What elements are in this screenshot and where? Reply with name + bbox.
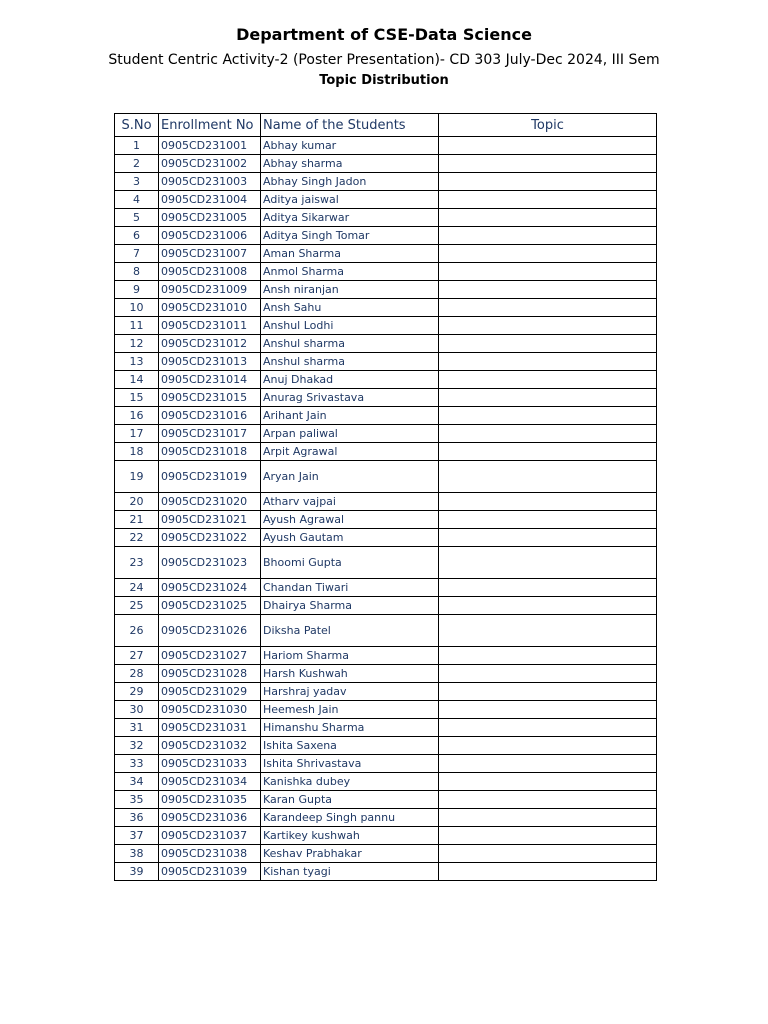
topic-cell [439,493,657,511]
enrollment-cell: 0905CD231030 [159,701,261,719]
topic-cell [439,371,657,389]
sno-cell: 16 [115,407,159,425]
sno-cell: 13 [115,353,159,371]
enrollment-cell: 0905CD231018 [159,443,261,461]
enrollment-cell: 0905CD231014 [159,371,261,389]
sno-cell: 31 [115,719,159,737]
student-name-cell: Anshul sharma [261,353,439,371]
student-name-cell: Aryan Jain [261,461,439,493]
topic-cell [439,173,657,191]
table-row [115,371,657,389]
enrollment-cell: 0905CD231023 [159,547,261,579]
student-name-cell: Ansh niranjan [261,281,439,299]
sno-cell: 4 [115,191,159,209]
topic-cell [439,809,657,827]
sno-cell: 37 [115,827,159,845]
table-row [115,579,657,597]
student-name-cell: Hariom Sharma [261,647,439,665]
table-row [115,791,657,809]
sno-cell: 34 [115,773,159,791]
table-row [115,389,657,407]
sno-cell: 1 [115,137,159,155]
student-name-cell: Ayush Agrawal [261,511,439,529]
table-row [115,827,657,845]
sno-cell: 24 [115,579,159,597]
table-row [115,155,657,173]
topic-cell [439,155,657,173]
enrollment-cell: 0905CD231008 [159,263,261,281]
sno-cell: 15 [115,389,159,407]
student-name-cell: Abhay kumar [261,137,439,155]
table-row [115,425,657,443]
enrollment-cell: 0905CD231005 [159,209,261,227]
student-name-cell: Himanshu Sharma [261,719,439,737]
sno-cell: 19 [115,461,159,493]
student-name-cell: Bhoomi Gupta [261,547,439,579]
enrollment-cell: 0905CD231017 [159,425,261,443]
enrollment-cell: 0905CD231027 [159,647,261,665]
student-name-cell: Anmol Sharma [261,263,439,281]
student-name-cell: Arpan paliwal [261,425,439,443]
table-row [115,665,657,683]
table-body [115,137,657,881]
student-name-cell: Karan Gupta [261,791,439,809]
student-name-cell: Abhay Singh Jadon [261,173,439,191]
table-row [115,809,657,827]
topic-cell [439,647,657,665]
sno-cell: 10 [115,299,159,317]
enrollment-cell: 0905CD231012 [159,335,261,353]
sno-cell: 29 [115,683,159,701]
table-row [115,299,657,317]
enrollment-cell: 0905CD231026 [159,615,261,647]
table-row [115,701,657,719]
enrollment-cell: 0905CD231032 [159,737,261,755]
table-row [115,493,657,511]
enrollment-cell: 0905CD231036 [159,809,261,827]
column-header-topic: Topic [439,114,657,137]
sno-cell: 32 [115,737,159,755]
table-row [115,529,657,547]
student-name-cell: Aditya Singh Tomar [261,227,439,245]
enrollment-cell: 0905CD231035 [159,791,261,809]
sno-cell: 23 [115,547,159,579]
sno-cell: 20 [115,493,159,511]
topic-cell [439,263,657,281]
table-row [115,845,657,863]
table-row [115,719,657,737]
sno-cell: 3 [115,173,159,191]
topic-cell [439,773,657,791]
table-row [115,597,657,615]
topic-cell [439,209,657,227]
table-row [115,773,657,791]
sno-cell: 26 [115,615,159,647]
topic-cell [439,191,657,209]
enrollment-cell: 0905CD231010 [159,299,261,317]
enrollment-cell: 0905CD231039 [159,863,261,881]
sno-cell: 12 [115,335,159,353]
table-row [115,737,657,755]
table-header-row [115,114,657,137]
table-row [115,863,657,881]
enrollment-cell: 0905CD231001 [159,137,261,155]
sno-cell: 11 [115,317,159,335]
table-row [115,137,657,155]
enrollment-cell: 0905CD231033 [159,755,261,773]
student-name-cell: Kanishka dubey [261,773,439,791]
sno-cell: 17 [115,425,159,443]
topic-cell [439,845,657,863]
table-row [115,461,657,493]
student-name-cell: Kishan tyagi [261,863,439,881]
table-row [115,245,657,263]
topic-cell [439,597,657,615]
student-name-cell: Ayush Gautam [261,529,439,547]
topic-cell [439,547,657,579]
sno-cell: 21 [115,511,159,529]
topic-cell [439,281,657,299]
student-name-cell: Karandeep Singh pannu [261,809,439,827]
enrollment-cell: 0905CD231007 [159,245,261,263]
table-row [115,227,657,245]
table-row [115,647,657,665]
enrollment-cell: 0905CD231028 [159,665,261,683]
student-name-cell: Atharv vajpai [261,493,439,511]
sno-cell: 5 [115,209,159,227]
sno-cell: 7 [115,245,159,263]
topic-cell [439,791,657,809]
enrollment-cell: 0905CD231021 [159,511,261,529]
topic-cell [439,737,657,755]
table-row [115,683,657,701]
table-row [115,755,657,773]
enrollment-cell: 0905CD231037 [159,827,261,845]
student-name-cell: Keshav Prabhakar [261,845,439,863]
table-row [115,335,657,353]
enrollment-cell: 0905CD231029 [159,683,261,701]
student-name-cell: Arihant Jain [261,407,439,425]
enrollment-cell: 0905CD231013 [159,353,261,371]
topic-cell [439,719,657,737]
enrollment-cell: 0905CD231016 [159,407,261,425]
sno-cell: 2 [115,155,159,173]
sno-cell: 33 [115,755,159,773]
enrollment-cell: 0905CD231003 [159,173,261,191]
topic-cell [439,827,657,845]
enrollment-cell: 0905CD231015 [159,389,261,407]
sno-cell: 36 [115,809,159,827]
student-name-cell: Harsh Kushwah [261,665,439,683]
enrollment-cell: 0905CD231004 [159,191,261,209]
topic-cell [439,615,657,647]
table-row [115,407,657,425]
table-row [115,263,657,281]
topic-cell [439,511,657,529]
table-row [115,317,657,335]
topic-cell [439,137,657,155]
table-row [115,281,657,299]
table-row [115,173,657,191]
topic-cell [439,443,657,461]
sno-cell: 8 [115,263,159,281]
student-name-cell: Anurag Srivastava [261,389,439,407]
student-name-cell: Ansh Sahu [261,299,439,317]
student-name-cell: Harshraj yadav [261,683,439,701]
enrollment-cell: 0905CD231006 [159,227,261,245]
column-header-name: Name of the Students [261,114,439,137]
student-name-cell: Kartikey kushwah [261,827,439,845]
enrollment-cell: 0905CD231022 [159,529,261,547]
enrollment-cell: 0905CD231024 [159,579,261,597]
student-name-cell: Abhay sharma [261,155,439,173]
sno-cell: 38 [115,845,159,863]
student-name-cell: Anshul Lodhi [261,317,439,335]
topic-cell [439,683,657,701]
table-row [115,443,657,461]
topic-cell [439,407,657,425]
student-name-cell: Anshul sharma [261,335,439,353]
sno-cell: 30 [115,701,159,719]
page-title: Department of CSE-Data Science [236,25,532,44]
topic-cell [439,317,657,335]
table-row [115,191,657,209]
sno-cell: 39 [115,863,159,881]
enrollment-cell: 0905CD231031 [159,719,261,737]
student-name-cell: Arpit Agrawal [261,443,439,461]
student-name-cell: Heemesh Jain [261,701,439,719]
sno-cell: 9 [115,281,159,299]
topic-cell [439,353,657,371]
enrollment-cell: 0905CD231019 [159,461,261,493]
student-topic-table [114,113,657,881]
student-name-cell: Aditya jaiswal [261,191,439,209]
topic-cell [439,701,657,719]
sno-cell: 18 [115,443,159,461]
enrollment-cell: 0905CD231002 [159,155,261,173]
table-row [115,353,657,371]
topic-cell [439,299,657,317]
enrollment-cell: 0905CD231025 [159,597,261,615]
column-header-sno: S.No [115,114,159,137]
table-row [115,547,657,579]
topic-cell [439,227,657,245]
student-name-cell: Ishita Saxena [261,737,439,755]
enrollment-cell: 0905CD231011 [159,317,261,335]
student-name-cell: Aditya Sikarwar [261,209,439,227]
topic-cell [439,425,657,443]
column-header-enrollment: Enrollment No [159,114,261,137]
table-row [115,615,657,647]
sno-cell: 6 [115,227,159,245]
enrollment-cell: 0905CD231034 [159,773,261,791]
student-name-cell: Chandan Tiwari [261,579,439,597]
sno-cell: 14 [115,371,159,389]
enrollment-cell: 0905CD231020 [159,493,261,511]
topic-cell [439,579,657,597]
table-row [115,209,657,227]
student-name-cell: Dhairya Sharma [261,597,439,615]
student-name-cell: Anuj Dhakad [261,371,439,389]
enrollment-cell: 0905CD231038 [159,845,261,863]
enrollment-cell: 0905CD231009 [159,281,261,299]
topic-cell [439,863,657,881]
student-name-cell: Aman Sharma [261,245,439,263]
section-heading: Topic Distribution [319,73,449,88]
student-name-cell: Diksha Patel [261,615,439,647]
topic-cell [439,335,657,353]
topic-cell [439,245,657,263]
page-subtitle: Student Centric Activity-2 (Poster Presentation)- CD 303 July-Dec 2024, III Sem [108,52,660,68]
sno-cell: 22 [115,529,159,547]
topic-cell [439,389,657,407]
table-row [115,511,657,529]
topic-cell [439,755,657,773]
student-name-cell: Ishita Shrivastava [261,755,439,773]
topic-cell [439,665,657,683]
sno-cell: 27 [115,647,159,665]
sno-cell: 25 [115,597,159,615]
topic-cell [439,529,657,547]
topic-cell [439,461,657,493]
sno-cell: 35 [115,791,159,809]
sno-cell: 28 [115,665,159,683]
